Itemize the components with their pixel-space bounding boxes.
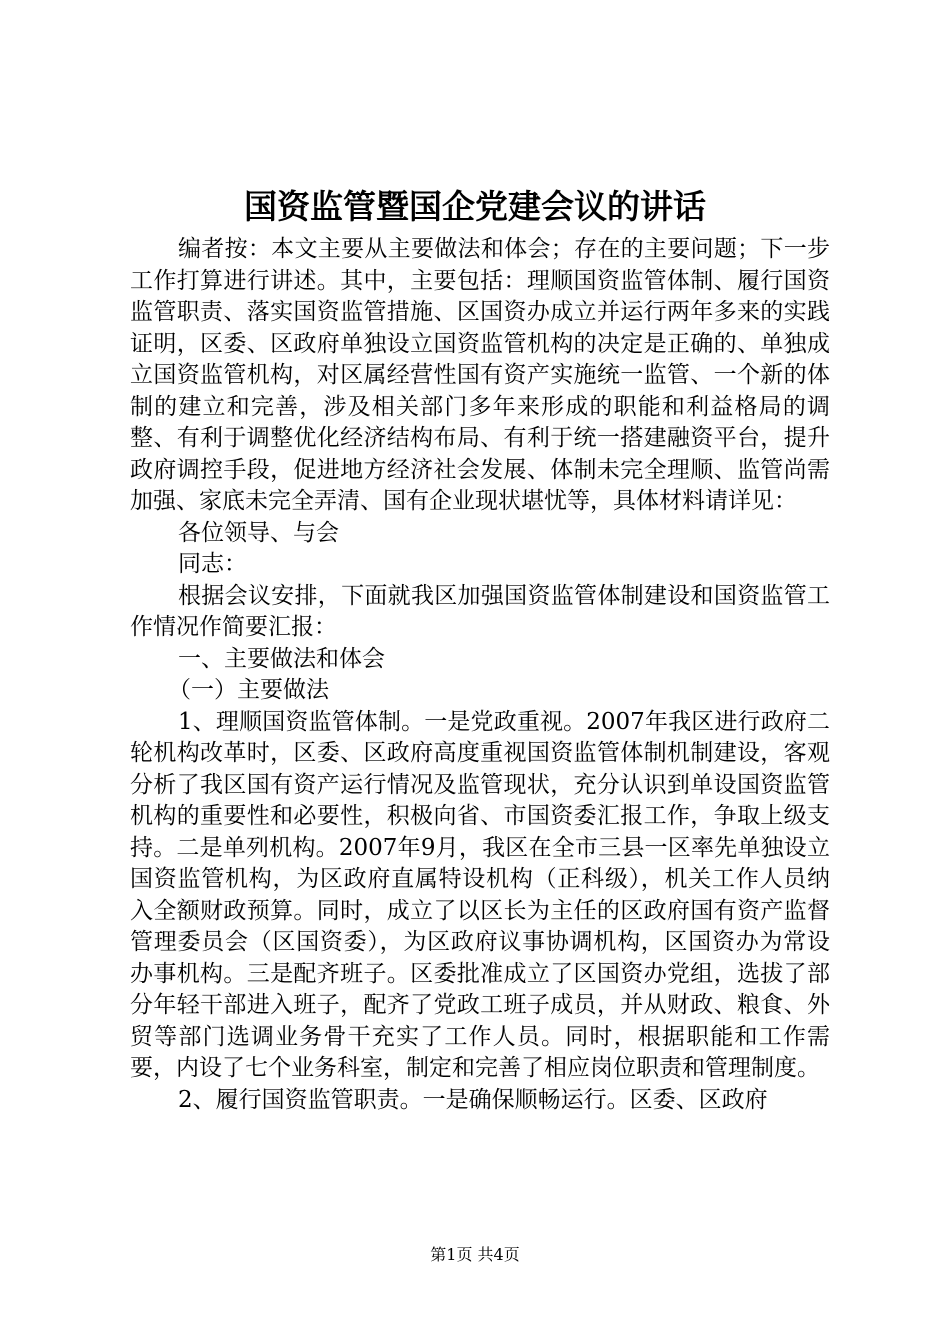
page-footer: 第1页 共4页 [430, 1245, 520, 1264]
subsection-heading: （一）主要做法 [168, 677, 329, 703]
body-paragraph: 2、履行国资监管职责。一是确保顺畅运行。区委、区政府 [178, 1086, 768, 1113]
editor-note-paragraph: 编者按：本文主要从主要做法和体会；存在的主要问题；下一步工作打算进行讲述。其中，主要包括：理顺国资监管体制、履行国资监管职责、落实国资监管措施、区国资办成立并运行两年多来的实践证明，区委、区政府单独设立国资监管机构的决定是正确的、单独成立国资监管机构，对区属经营性国有资产实施统一监管、一个新的体制的建立和完善，涉及相关部门多年来形成的职能和利益格局的调整、有利于调整优化经济结构布局、有利于统一搭建融资平台，提升政府调控手段，促进地方经济社会发展、体制未完全理顺、监管尚需加强、家底未完全弄清、国有企业现状堪忧等，具体材料请详见： [130, 236, 830, 514]
salutation-continuation: 同志： [178, 551, 247, 577]
section-heading: 一、主要做法和体会 [178, 645, 385, 672]
body-paragraph: 1、理顺国资监管体制。一是党政重视。2007年我区进行政府二轮机构改革时，区委、区政府高度重视国资监管体制机制建设，客观分析了我区国有资产运行情况及监管现状，充分认识到单设国资监管机构的重要性和必要性，积极向省、市国资委汇报工作，争取上级支持。二是单列机构。2007年9月，我区在全市三县一区率先单独设立国资监管机构，为区政府直属特设机构（正科级），机关工作人员纳入全额财政预算。同时，成立了以区长为主任的区政府国有资产监督管理委员会（区国资委），为区政府议事协调机构，区国资办为常设办事机构。三是配齐班子。区委批准成立了区国资办党组，选拔了部分年轻干部进入班子，配齐了党政工班子成员，并从财政、粮食、外贸等部门选调业务骨干充实了工作人员。同时，根据职能和工作需要，内设了七个业务科室，制定和完善了相应岗位职责和管理制度。 [130, 708, 830, 1081]
intro-paragraph: 根据会议安排，下面就我区加强国资监管体制建设和国资监管工作情况作简要汇报： [130, 582, 830, 640]
document-title: 国资监管暨国企党建会议的讲话 [244, 187, 706, 226]
salutation-line: 各位领导、与会 [178, 519, 339, 546]
document-body [130, 234, 830, 1116]
